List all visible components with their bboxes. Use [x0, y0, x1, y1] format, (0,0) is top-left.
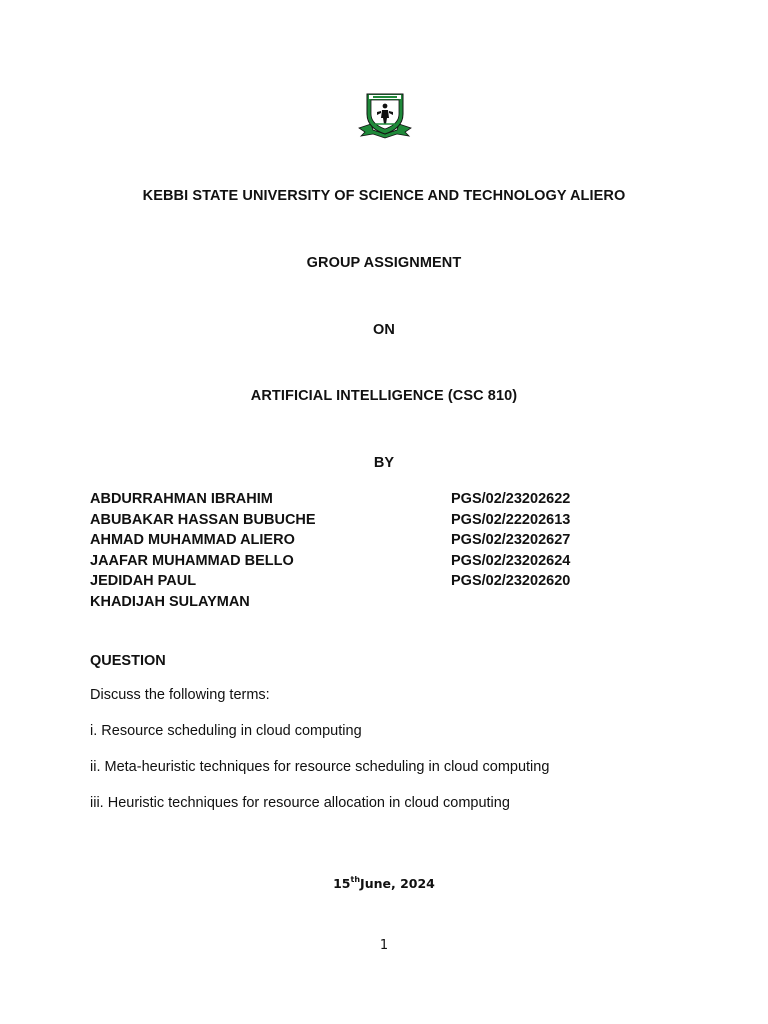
member-row — [90, 551, 610, 572]
member-row — [90, 510, 610, 531]
member-name: ABDURRAHMAN IBRAHIM — [90, 491, 273, 507]
member-row — [90, 530, 610, 551]
member-list — [90, 489, 610, 613]
by-label: BY — [373, 455, 395, 471]
question-heading: QUESTION — [90, 653, 166, 669]
member-id: PGS/02/23202627 — [451, 532, 571, 549]
member-id: PGS/02/23202624 — [451, 552, 571, 569]
member-name: JEDIDAH PAUL — [90, 573, 197, 590]
date-suffix: th — [350, 875, 361, 884]
date-rest: June, 2024 — [360, 876, 435, 891]
question-item: ii. Meta-heuristic techniques for resource scheduling in cloud computing — [90, 759, 550, 775]
question-item: i. Resource scheduling in cloud computing — [90, 723, 362, 739]
page-number: 1 — [379, 938, 389, 953]
question-item: iii. Heuristic techniques for resource allocation in cloud computing — [90, 795, 510, 811]
member-id: PGS/02/22202613 — [451, 511, 571, 528]
member-name: KHADIJAH SULAYMAN — [90, 593, 250, 610]
date-day: 15 — [333, 876, 351, 891]
assignment-type: GROUP ASSIGNMENT — [306, 255, 462, 271]
member-name: AHMAD MUHAMMAD ALIERO — [90, 532, 295, 549]
member-name: ABUBAKAR HASSAN BUBUCHE — [90, 511, 316, 528]
member-row — [90, 571, 610, 592]
on-label: ON — [373, 322, 395, 338]
member-row — [90, 592, 610, 613]
submission-date — [0, 876, 768, 891]
university-name: KEBBI STATE UNIVERSITY OF SCIENCE AND TECHNOLOGY ALIERO — [142, 188, 626, 204]
member-row — [90, 489, 610, 510]
member-name: JAAFAR MUHAMMAD BELLO — [90, 552, 294, 569]
university-logo — [357, 88, 413, 144]
member-id: PGS/02/23202622 — [451, 491, 571, 507]
question-intro: Discuss the following terms: — [90, 687, 270, 703]
course-title: ARTIFICIAL INTELLIGENCE (CSC 810) — [250, 388, 518, 404]
member-id: PGS/02/23202620 — [451, 573, 571, 590]
